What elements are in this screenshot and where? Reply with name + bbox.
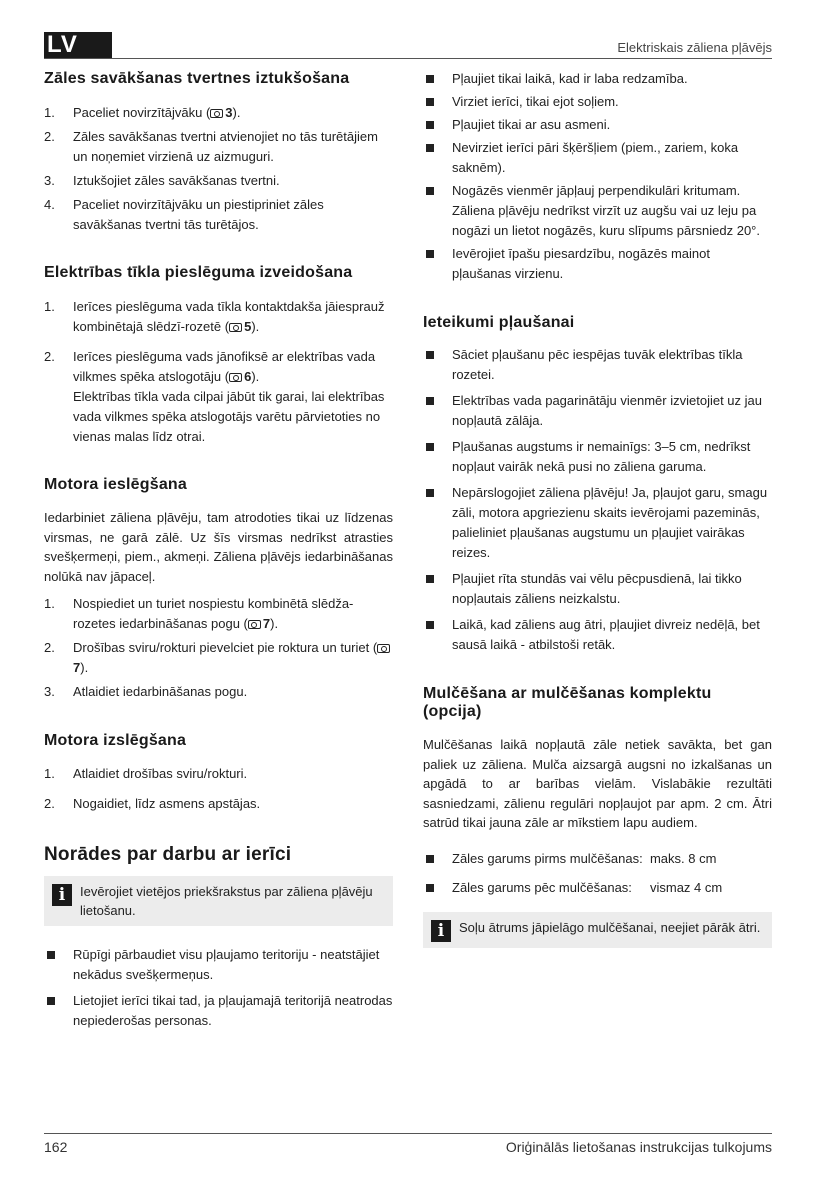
bullet-icon <box>426 351 434 359</box>
bullet-icon <box>426 75 434 83</box>
working-notes-list <box>44 945 393 1031</box>
camera-icon <box>210 109 223 118</box>
list-item: 3. Atlaidiet iedarbināšanas pogu. <box>44 684 248 699</box>
list-item: 4. Paceliet novirzītājvāku un piestipriniet zāles savākšanas tvertni tās turētājos. <box>44 197 324 232</box>
list-item: Sāciet pļaušanu pēc iespējas tuvāk elektrības tīkla rozetei. <box>423 345 772 385</box>
steps-empty-collector <box>44 103 393 235</box>
mowing-tips-list <box>423 345 772 655</box>
mulching-list <box>423 849 772 898</box>
bullet-icon <box>426 443 434 451</box>
list-item: 1. Paceliet novirzītājvāku ( 3). <box>44 105 241 120</box>
language-badge: LV <box>44 32 112 58</box>
bullet-icon <box>47 951 55 959</box>
camera-icon <box>229 373 242 382</box>
bullet-icon <box>426 855 434 863</box>
camera-icon <box>248 620 261 629</box>
list-item: Pļaujiet tikai laikā, kad ir laba redzamība. <box>423 69 772 89</box>
list-item: Rūpīgi pārbaudiet visu pļaujamo teritoriju - neatstājiet nekādus svešķermeņus. <box>44 945 393 985</box>
motor-on-paragraph: Iedarbiniet zāliena pļāvēju, tam atrodoties tikai uz līdzenas virsmas, ne garā zālē. Uz šīs virsmas nedrīkst atrasties svešķermeņi, piem., akmeņi. Zāliena pļāvējs iedarbināšanas nolūkā nav jāpaceļ. <box>44 510 393 584</box>
list-item: 2. Zāles savākšanas tvertni atvienojiet no tās turētājiem un noņemiet virzienā uz aizmuguri. <box>44 129 378 164</box>
list-item: 1. Nospiediet un turiet nospiestu kombinētā slēdža-rozetes iedarbināšanas pogu ( 7). <box>44 596 354 631</box>
bullet-icon <box>426 144 434 152</box>
bullet-icon <box>426 621 434 629</box>
list-item: Lietojiet ierīci tikai tad, ja pļaujamajā teritorijā neatrodas nepiederošas personas. <box>44 991 393 1031</box>
bullet-icon <box>426 187 434 195</box>
page-number: 162 <box>44 1139 68 1155</box>
list-item: Virziet ierīci, tikai ejot soļiem. <box>423 92 772 112</box>
bullet-icon <box>426 98 434 106</box>
section-title-motor-off: Motora izslēgšana <box>44 732 187 749</box>
section-title-mulching: Mulčēšana ar mulčēšanas komplektu (opcija) <box>423 685 712 720</box>
list-item: Nogāzēs vienmēr jāpļauj perpendikulāri kritumam. Zāliena pļāvēju nedrīkst virzīt uz augšu vai uz leju pa nogāzi un lietot nogāzēs, kuru slīpums pārsniedz 20°. <box>423 181 772 241</box>
section-title-motor-on: Motora ieslēgšana <box>44 476 188 493</box>
bullet-icon <box>426 575 434 583</box>
list-item: Ievērojiet īpašu piesardzību, nogāzēs mainot pļaušanas virzienu. <box>423 244 772 284</box>
steps-motor-on <box>44 594 393 702</box>
header-divider <box>44 58 772 59</box>
list-item: 2. Nogaidiet, līdz asmens apstājas. <box>44 796 261 811</box>
bullet-icon <box>426 250 434 258</box>
right-column <box>423 66 772 948</box>
info-note: i Ievērojiet vietējos priekšrakstus par zāliena pļāvēju lietošanu. <box>44 876 393 926</box>
list-item: Laikā, kad zāliens aug ātri, pļaujiet divreiz nedēļā, bet sausā laikā - atbilstoši retāk. <box>423 615 772 655</box>
header-title: Elektriskais zāliena pļāvējs <box>617 40 772 55</box>
list-item: 2. Ierīces pieslēguma vads jānofiksē ar elektrības vada vilkmes spēka atslogotāju ( 6). Elektrības tīkla vada cilpai jābūt tik garai, lai elektrības vada vilkmes spēka atslogotājs varētu pārvietoties no vienas malas līdz otrai. <box>44 349 385 444</box>
footer-divider <box>44 1133 772 1134</box>
list-item: 1. Ierīces pieslēguma vada tīkla kontaktdakša jāiesprauž kombinētajā slēdzī-rozetē ( 5). <box>44 299 385 334</box>
list-item: Nepārslogojiet zāliena pļāvēju! Ja, pļaujot garu, smagu zāli, motora apgriezienu skaits ievērojami pazeminās, palieliniet pļaušanas augstumu un pļaujiet vairākas reizes. <box>423 483 772 563</box>
list-item: Pļaujiet tikai ar asu asmeni. <box>423 115 772 135</box>
list-item: Nevirziet ierīci pāri šķēršļiem (piem., zariem, koka saknēm). <box>423 138 772 178</box>
mulching-paragraph: Mulčēšanas laikā nopļautā zāle netiek savākta, bet gan paliek uz zāliena. Mulča aizsargā augsni no izkalšanas un apgādā to ar barības vielām. Vislabākie rezultāti sasniedzami, zālienu regulāri nopļaujot par apm. 2 cm. Ātri satrūd tikai jauna zāle ar mīkstiem lapu audiem. <box>423 737 772 830</box>
left-column <box>44 66 393 1037</box>
steps-motor-off <box>44 764 393 814</box>
info-note: i Soļu ātrums jāpielāgo mulčēšanai, neejiet pārāk ātri. <box>423 912 772 948</box>
camera-icon <box>377 644 390 653</box>
working-notes-continued <box>423 69 772 284</box>
footer-title: Oriģinālās lietošanas instrukcijas tulkojums <box>505 1139 772 1155</box>
list-item: Pļaušanas augstums ir nemainīgs: 3–5 cm, nedrīkst nopļaut vairāk nekā pusi no zāliena garuma. <box>423 437 772 477</box>
section-title-working-notes: Norādes par darbu ar ierīci <box>44 844 292 865</box>
bullet-icon <box>426 489 434 497</box>
info-icon: i <box>431 920 451 942</box>
info-icon: i <box>52 884 72 906</box>
list-item: Elektrības vada pagarinātāju vienmēr izvietojiet uz jau nopļautā zālāja. <box>423 391 772 431</box>
section-title-mains-connection: Elektrības tīkla pieslēguma izveidošana <box>44 264 353 281</box>
bullet-icon <box>426 121 434 129</box>
list-item: 2. Drošības sviru/rokturi pievelciet pie roktura un turiet (7). <box>44 638 393 678</box>
list-item: Zāles garums pirms mulčēšanas: maks. 8 cm <box>423 849 772 869</box>
section-title-empty-collector: Zāles savākšanas tvertnes iztukšošana <box>44 70 350 87</box>
list-item: 3. Iztukšojiet zāles savākšanas tvertni. <box>44 173 280 188</box>
bullet-icon <box>47 997 55 1005</box>
camera-icon <box>229 323 242 332</box>
list-item: Pļaujiet rīta stundās vai vēlu pēcpusdienā, lai tikko nopļautais zāliens neizkalstu. <box>423 569 772 609</box>
list-item: Zāles garums pēc mulčēšanas: vismaz 4 cm <box>423 878 772 898</box>
bullet-icon <box>426 397 434 405</box>
list-item: 1. Atlaidiet drošības sviru/rokturi. <box>44 766 248 781</box>
steps-mains-connection <box>44 297 393 447</box>
bullet-icon <box>426 884 434 892</box>
section-title-mowing-tips: Ieteikumi pļaušanai <box>423 314 575 331</box>
